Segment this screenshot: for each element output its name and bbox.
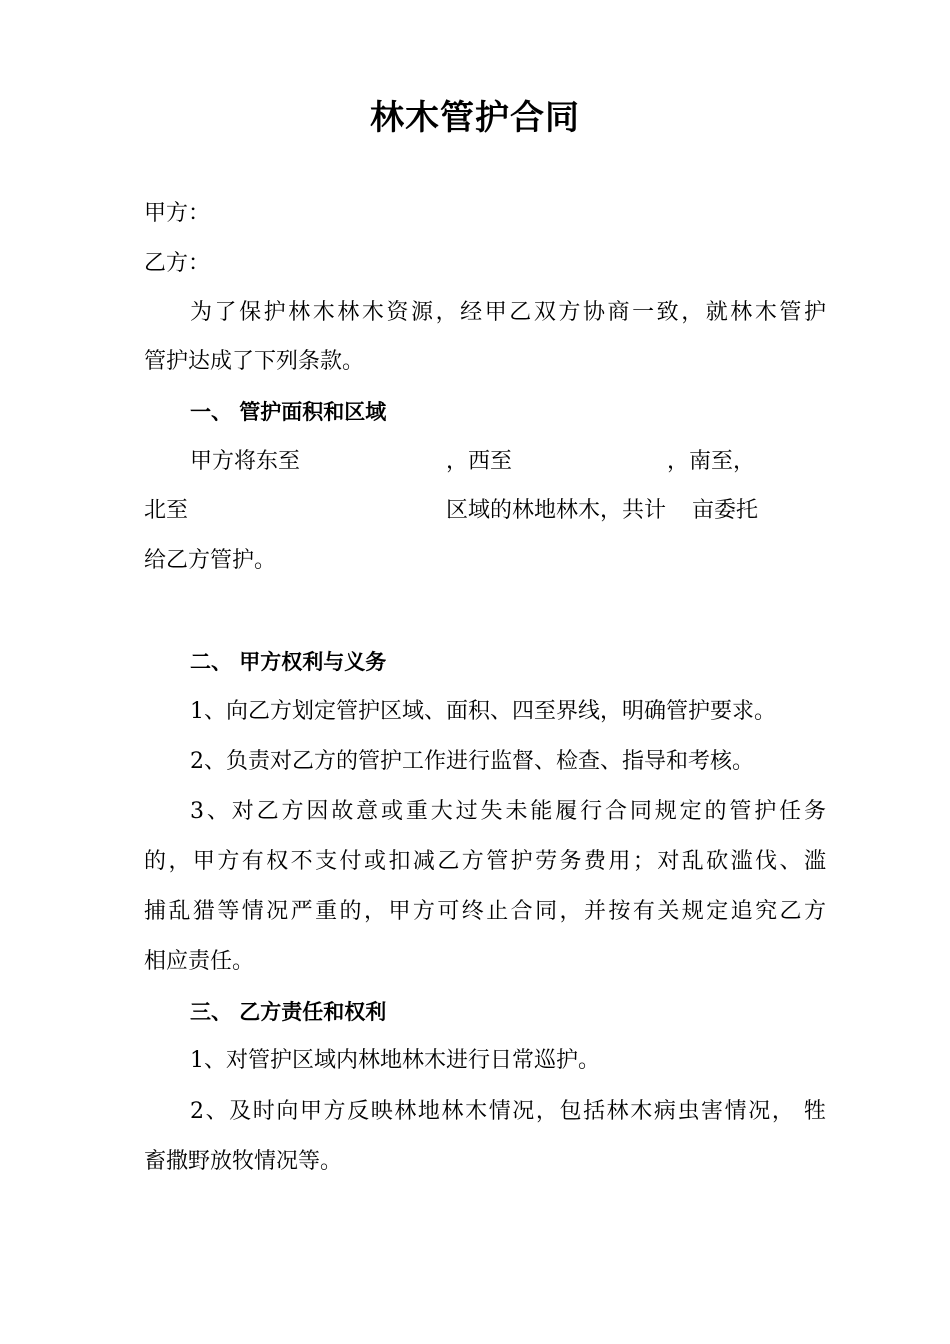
party-a-label: 甲方： xyxy=(144,201,211,226)
section3-item-2-line-1: 2、及时向甲方反映林地林木情况，包括林木病虫害情况， 牲 xyxy=(190,1099,826,1124)
section2-item-3-line-4: 相应责任。 xyxy=(144,949,255,974)
document-title: 林木管护合同 xyxy=(370,98,580,138)
section1-north-label: 北至 xyxy=(144,498,189,523)
section2-item-3-line-1: 3、对乙方因故意或重大过失未能履行合同规定的管护任务 xyxy=(190,799,826,824)
section3-item-2-line-2: 畜撒野放牧情况等。 xyxy=(144,1149,343,1174)
section3-item-1: 1、对管护区域内林地林木进行日常巡护。 xyxy=(190,1048,600,1073)
section1-line-3: 给乙方管护。 xyxy=(144,548,277,573)
party-b-label: 乙方： xyxy=(144,251,211,276)
section2-item-2: 2、负责对乙方的管护工作进行监督、检查、指导和考核。 xyxy=(190,749,754,774)
intro-line-2: 管护达成了下列条款。 xyxy=(144,349,365,374)
section1-south-label: ，南至， xyxy=(667,449,756,474)
section1-area-text: 区域的林地林木，共计 xyxy=(446,498,667,523)
intro-line-1: 为了保护林木林木资源，经甲乙双方协商一致，就林木管护 xyxy=(190,300,826,325)
section1-mu-text: 亩委托 xyxy=(692,498,759,523)
section1-heading: 一、 管护面积和区域 xyxy=(190,400,387,424)
section3-heading: 三、 乙方责任和权利 xyxy=(190,1000,387,1024)
section2-heading: 二、 甲方权利与义务 xyxy=(190,650,387,674)
section2-item-1: 1、向乙方划定管护区域、面积、四至界线，明确管护要求。 xyxy=(190,699,776,724)
section1-east-label: 甲方将东至 xyxy=(190,449,301,474)
section2-item-3-line-2: 的，甲方有权不支付或扣减乙方管护劳务费用；对乱砍滥伐、滥 xyxy=(144,849,826,874)
section1-west-label: ，西至 xyxy=(446,449,513,474)
section2-item-3-line-3: 捕乱猎等情况严重的，甲方可终止合同，并按有关规定追究乙方 xyxy=(144,899,826,924)
